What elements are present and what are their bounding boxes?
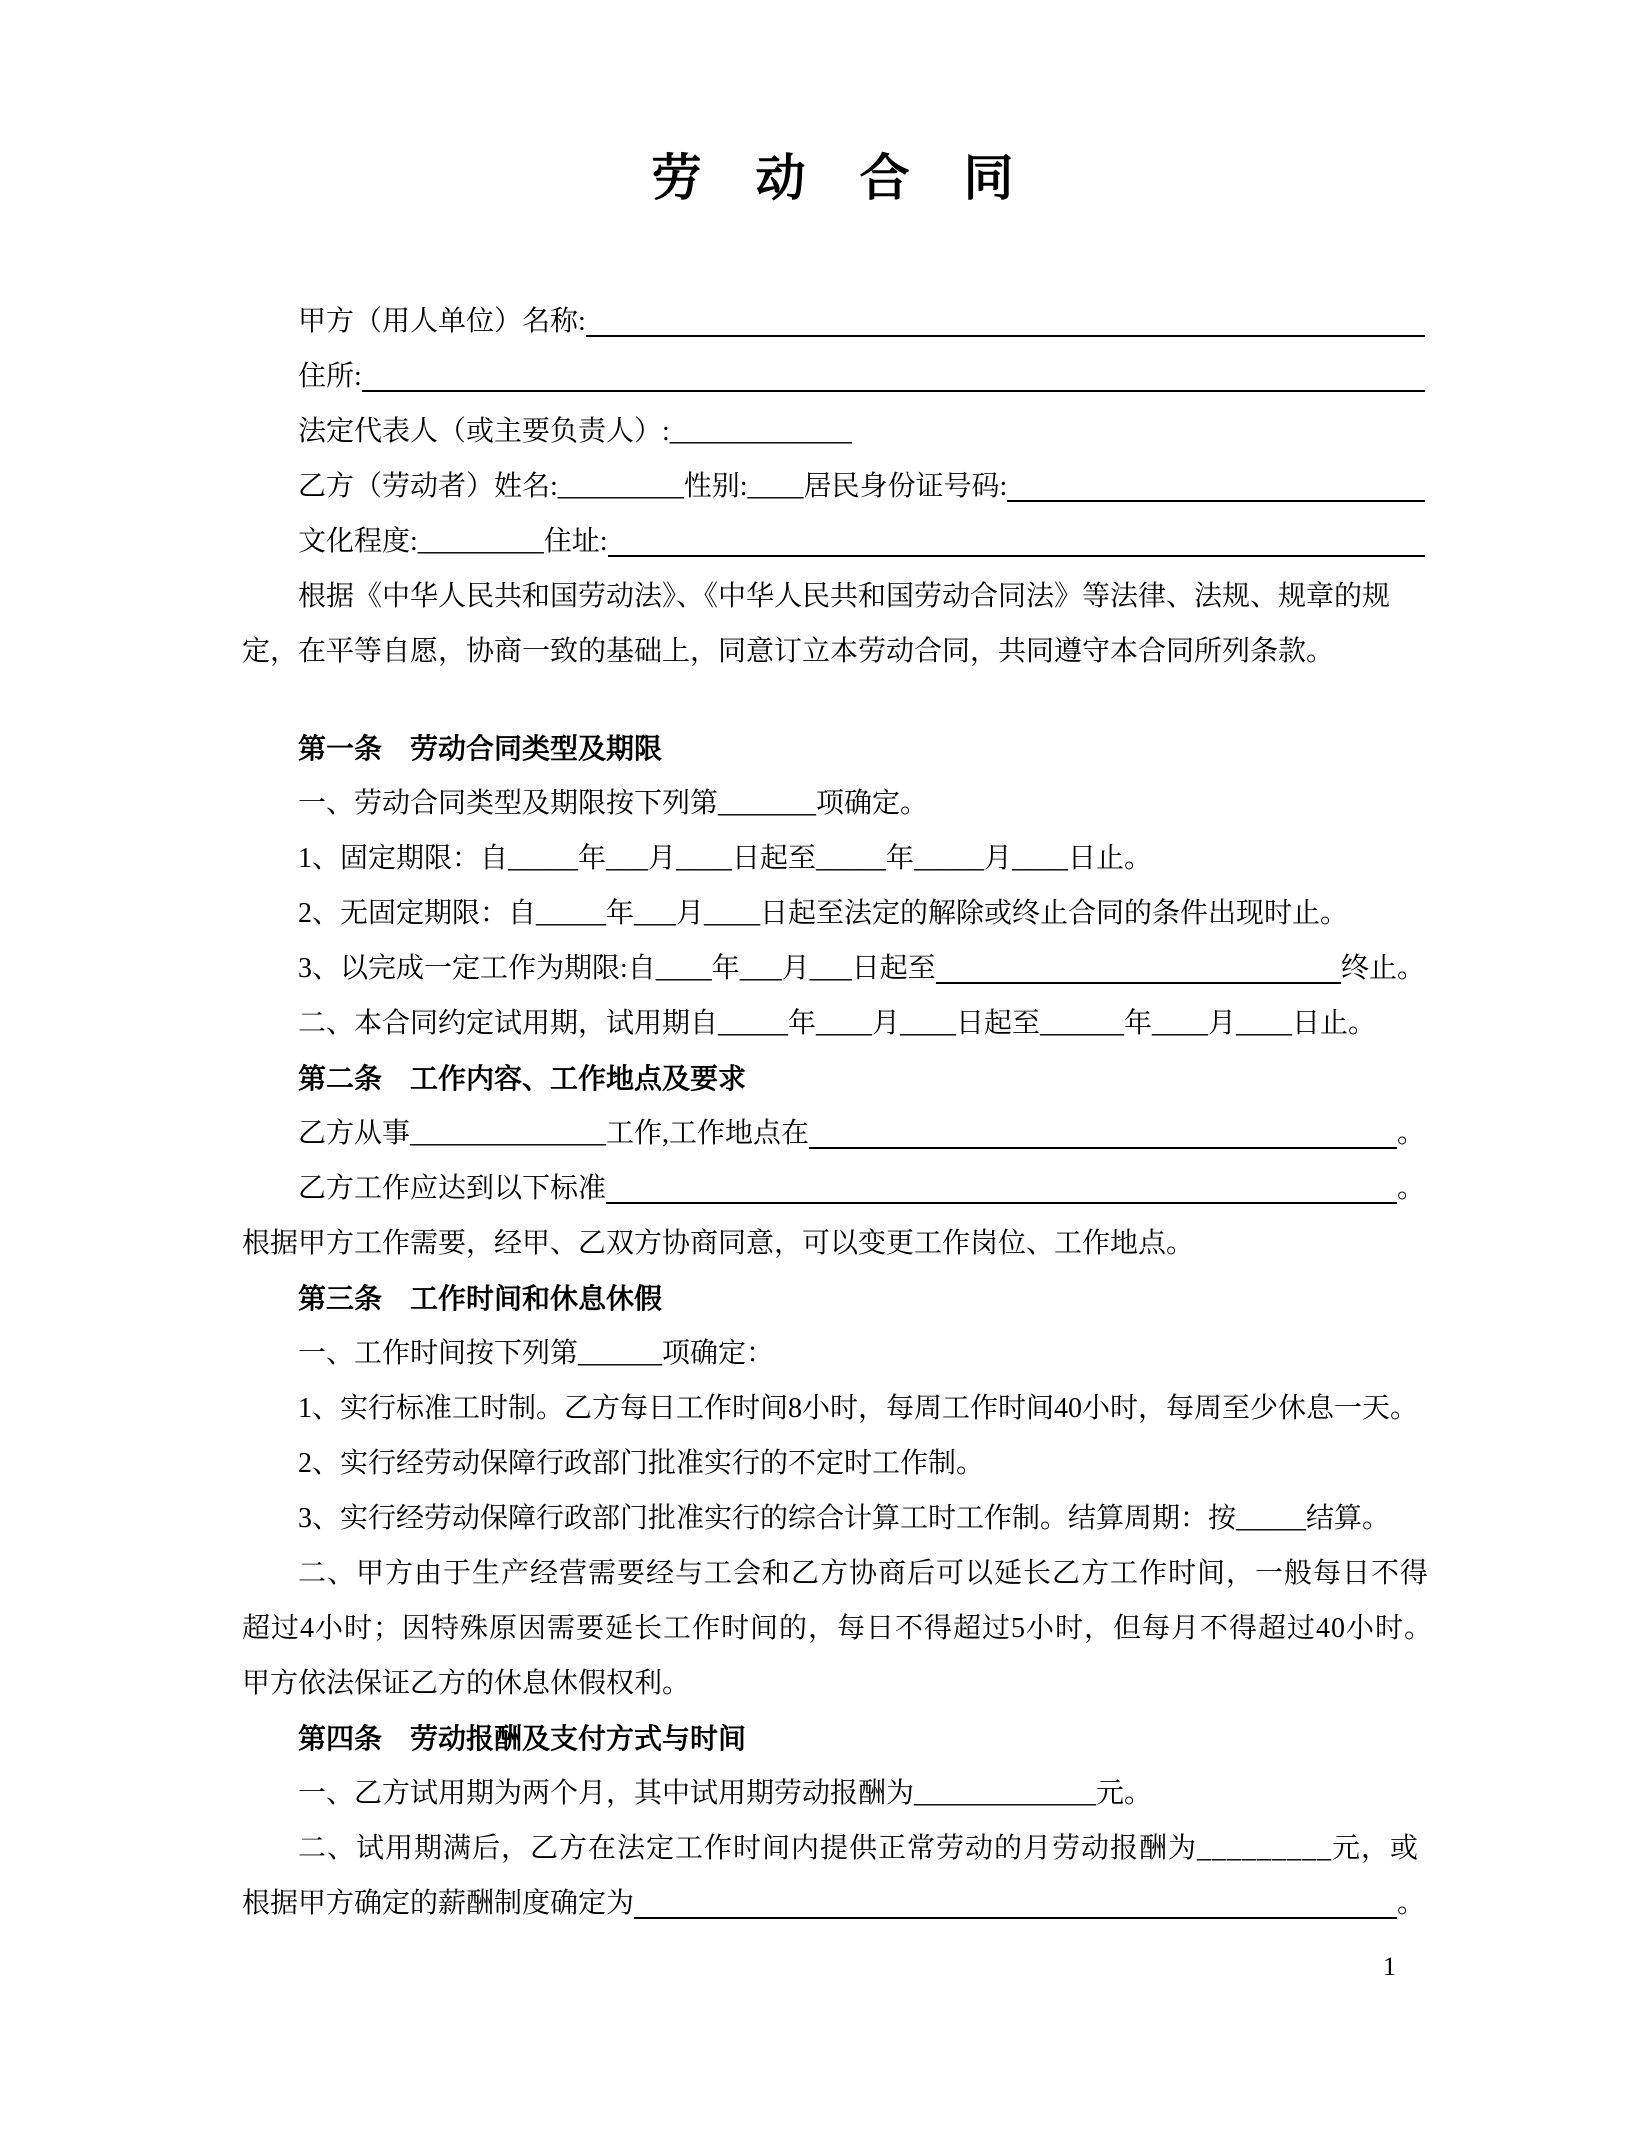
text-run: 二、试用期满后，乙方在法定工作时间内提供正常劳动的月劳动报酬为_________元，或 [298, 1833, 1420, 1864]
article-1-task-term-option [242, 941, 1425, 996]
text-run: 一、乙方试用期为两个月，其中试用期劳动报酬为_____________元。 [298, 1778, 1153, 1809]
article-2-heading [242, 1051, 1425, 1106]
blank-underline [362, 349, 1425, 392]
article-2-job-change [242, 1216, 1425, 1271]
article-1-open-term-option [242, 886, 1425, 941]
preamble-line-2 [242, 624, 1425, 679]
text-run: 法定代表人（或主要负责人）:_____________ [298, 416, 852, 447]
field-employer-address [242, 349, 1425, 404]
field-legal-representative [242, 404, 1425, 459]
preamble-line-1 [242, 569, 1425, 624]
text-run: 1、实行标准工时制。乙方每日工作时间8小时，每周工作时间40小时，每周至少休息一天。 [298, 1393, 1419, 1424]
text-run: 定，在平等自愿，协商一致的基础上，同意订立本劳动合同，共同遵守本合同所列条款。 [242, 636, 1335, 667]
article-4-probation-pay [242, 1766, 1425, 1821]
document-title: 劳 动 合 同 [651, 150, 1016, 206]
article-2-job-and-location [242, 1106, 1425, 1161]
blank-underline [1007, 459, 1425, 502]
text-run: 3、以完成一定工作为期限:自____年___月___日起至 [298, 953, 936, 984]
text-run: 。 [1396, 1118, 1425, 1149]
page-number: 1 [1383, 1952, 1396, 1981]
text-run: 第四条 劳动报酬及支付方式与时间 [298, 1723, 747, 1754]
article-4-heading [242, 1711, 1425, 1766]
article-3-rest-rights [242, 1656, 1425, 1711]
text-run: 2、实行经劳动保障行政部门批准实行的不定时工作制。 [298, 1448, 985, 1479]
text-run: 2、无固定期限：自_____年___月____日起至法定的解除或终止合同的条件出现时止。 [298, 898, 1349, 929]
article-1-clause-select [242, 776, 1425, 831]
text-run: 第二条 工作内容、工作地点及要求 [298, 1063, 747, 1094]
text-run: 甲方依法保证乙方的休息休假权利。 [242, 1668, 691, 1699]
text-run: 超过4小时；因特殊原因需要延长工作时间的，每日不得超过5小时，但每月不得超过40小时。 [242, 1613, 1434, 1644]
text-run: 根据《中华人民共和国劳动法》、《中华人民共和国劳动合同法》等法律、法规、规章的规 [298, 581, 1391, 612]
text-run: 一、工作时间按下列第______项确定： [298, 1338, 775, 1369]
article-3-hours-select [242, 1326, 1425, 1381]
article-3-overtime-line-2 [242, 1601, 1434, 1656]
text-run: 第一条 劳动合同类型及期限 [298, 733, 663, 764]
article-3-overtime-line-1 [242, 1546, 1430, 1601]
text-run: 根据甲方工作需要，经甲、乙双方协商同意，可以变更工作岗位、工作地点。 [242, 1228, 1195, 1259]
text-run: 住所: [298, 361, 362, 392]
text-run: 第三条 工作时间和休息休假 [298, 1283, 663, 1314]
field-employer-name [242, 294, 1425, 349]
article-4-salary-system [242, 1876, 1425, 1931]
blank-underline [606, 1161, 1397, 1204]
article-2-work-standard [242, 1161, 1425, 1216]
blank-underline [809, 1106, 1397, 1149]
field-employee-name-gender-id [242, 459, 1425, 514]
document-content [242, 146, 1434, 1931]
article-1-probation-period [242, 996, 1425, 1051]
text-run: 甲方（用人单位）名称: [298, 306, 586, 337]
text-run: 二、本合同约定试用期，试用期自_____年____月____日起至______年____月____日止。 [298, 1008, 1377, 1039]
blank-line [242, 679, 1425, 721]
blank-underline [634, 1876, 1397, 1919]
text-run: 1、固定期限：自_____年___月____日起至_____年_____月____日止。 [298, 843, 1153, 874]
text-run: 终止。 [1340, 953, 1425, 984]
blank-underline [586, 294, 1425, 337]
text-run: 文化程度:_________住址: [298, 526, 608, 557]
text-run: 乙方（劳动者）姓名:_________性别:____居民身份证号码: [298, 471, 1008, 502]
article-3-heading [242, 1271, 1425, 1326]
article-1-fixed-term-option [242, 831, 1425, 886]
text-run: 3、实行经劳动保障行政部门批准实行的综合计算工时工作制。结算周期：按_____结算。 [298, 1503, 1391, 1534]
blank-underline [608, 514, 1425, 557]
text-run: 乙方从事______________工作,工作地点在 [298, 1118, 810, 1149]
document-body [242, 294, 1434, 1931]
field-education-address [242, 514, 1425, 569]
article-1-heading [242, 721, 1425, 776]
text-run: 。 [1396, 1888, 1425, 1919]
text-run: 二、甲方由于生产经营需要经与工会和乙方协商后可以延长乙方工作时间，一般每日不得 [298, 1558, 1430, 1589]
blank-underline [936, 941, 1341, 984]
text-run: 。 [1396, 1173, 1425, 1204]
article-3-flexible-hours-option [242, 1436, 1425, 1491]
text-run: 乙方工作应达到以下标准 [298, 1173, 607, 1204]
article-3-comprehensive-hours-option [242, 1491, 1425, 1546]
text-run: 一、劳动合同类型及期限按下列第_______项确定。 [298, 788, 929, 819]
text-run: 根据甲方确定的薪酬制度确定为 [242, 1888, 635, 1919]
article-4-regular-pay [242, 1821, 1425, 1876]
article-3-standard-hours-option [242, 1381, 1425, 1436]
